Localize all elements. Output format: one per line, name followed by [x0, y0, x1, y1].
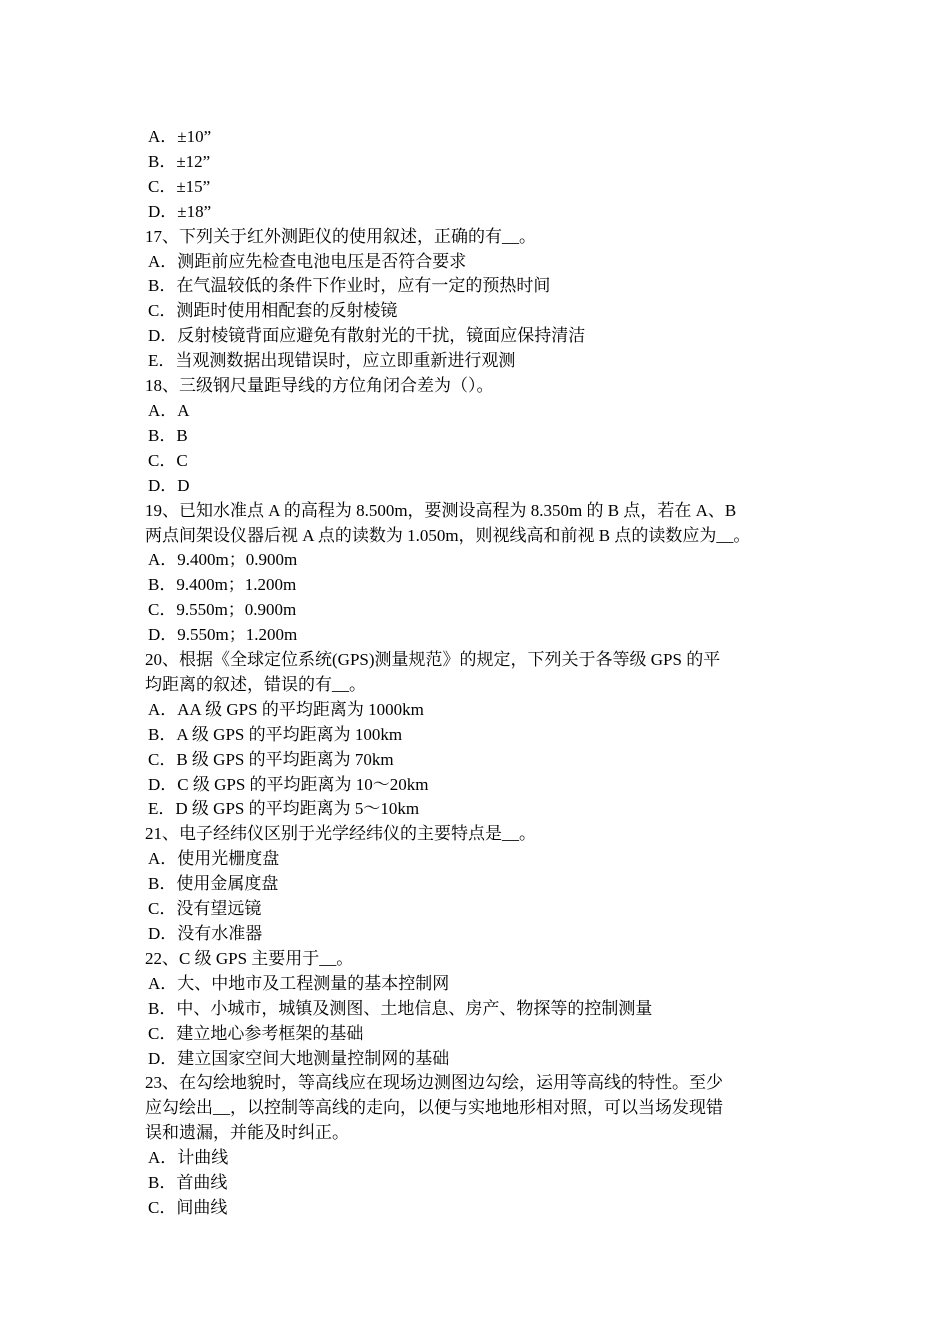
document-page — [145, 125, 825, 1221]
answer-option: D．反射棱镜背面应避免有散射光的干扰，镜面应保持清洁 — [148, 326, 586, 346]
question-stem: 19、已知水准点 A 的高程为 8.500m，要测设高程为 8.350m 的 B 点，若在 A、B — [145, 500, 737, 520]
question-stem-continued: 应勾绘出__，以控制等高线的走向，以便与实地地形相对照，可以当场发现错 — [145, 1098, 723, 1118]
answer-option: C．没有望远镜 — [148, 899, 262, 919]
answer-option: B．B — [148, 425, 188, 445]
question-stem: 23、在勾绘地貌时，等高线应在现场边测图边勾绘，运用等高线的特性。至少 — [145, 1073, 723, 1093]
answer-option: E．D 级 GPS 的平均距离为 5～10km — [148, 799, 420, 819]
answer-option: B．在气温较低的条件下作业时，应有一定的预热时间 — [148, 276, 551, 296]
answer-option: A．A — [148, 400, 190, 420]
answer-option: B．使用金属度盘 — [148, 874, 279, 894]
answer-option: D．没有水准器 — [148, 924, 263, 943]
question-stem-continued: 误和遗漏，并能及时纠正。 — [145, 1123, 349, 1143]
answer-option: C．B 级 GPS 的平均距离为 70km — [148, 749, 394, 769]
answer-option: D．±18” — [148, 201, 212, 221]
answer-option: C．间曲线 — [148, 1197, 228, 1217]
question-stem: 22、C 级 GPS 主要用于__。 — [145, 948, 354, 968]
answer-option: B．9.400m；1.200m — [148, 575, 297, 595]
answer-option: A．9.400m；0.900m — [148, 550, 298, 570]
answer-option: D．建立国家空间大地测量控制网的基础 — [148, 1048, 450, 1068]
question-stem: 17、下列关于红外测距仪的使用叙述，正确的有__。 — [145, 226, 536, 246]
answer-option: A．±10” — [148, 127, 212, 146]
answer-option: B．首曲线 — [148, 1173, 228, 1193]
answer-option: C．±15” — [148, 176, 211, 196]
answer-option: C．建立地心参考框架的基础 — [148, 1023, 364, 1043]
answer-option: C．测距时使用相配套的反射棱镜 — [148, 301, 398, 321]
answer-option: A．AA 级 GPS 的平均距离为 1000km — [148, 699, 424, 719]
answer-option: B．A 级 GPS 的平均距离为 100km — [148, 724, 403, 744]
question-stem: 20、根据《全球定位系统(GPS)测量规范》的规定，下列关于各等级 GPS 的平 — [145, 650, 721, 670]
answer-option: D．C 级 GPS 的平均距离为 10～20km — [148, 774, 429, 794]
question-stem-continued: 两点间架设仪器后视 A 点的读数为 1.050m，则视线高和前视 B 点的读数应为__。 — [145, 525, 751, 545]
question-stem: 18、三级钢尺量距导线的方位角闭合差为（）。 — [145, 376, 494, 396]
answer-option: D．9.550m；1.200m — [148, 625, 298, 645]
answer-option: E．当观测数据出现错误时，应立即重新进行观测 — [148, 351, 516, 371]
answer-option: A．大、中地市及工程测量的基本控制网 — [148, 973, 450, 993]
answer-option: C．9.550m；0.900m — [148, 600, 297, 620]
answer-option: C．C — [148, 450, 188, 470]
question-stem: 21、电子经纬仪区别于光学经纬仪的主要特点是__。 — [145, 824, 536, 844]
question-stem-continued: 均距离的叙述，错误的有__。 — [145, 674, 366, 694]
answer-option: A．使用光栅度盘 — [148, 849, 280, 869]
answer-option: D．D — [148, 475, 190, 495]
answer-option: B．±12” — [148, 151, 211, 171]
answer-option: A．计曲线 — [148, 1148, 229, 1168]
answer-option: B．中、小城市，城镇及测图、土地信息、房产、物探等的控制测量 — [148, 998, 653, 1018]
answer-option: A．测距前应先检查电池电压是否符合要求 — [148, 251, 467, 271]
